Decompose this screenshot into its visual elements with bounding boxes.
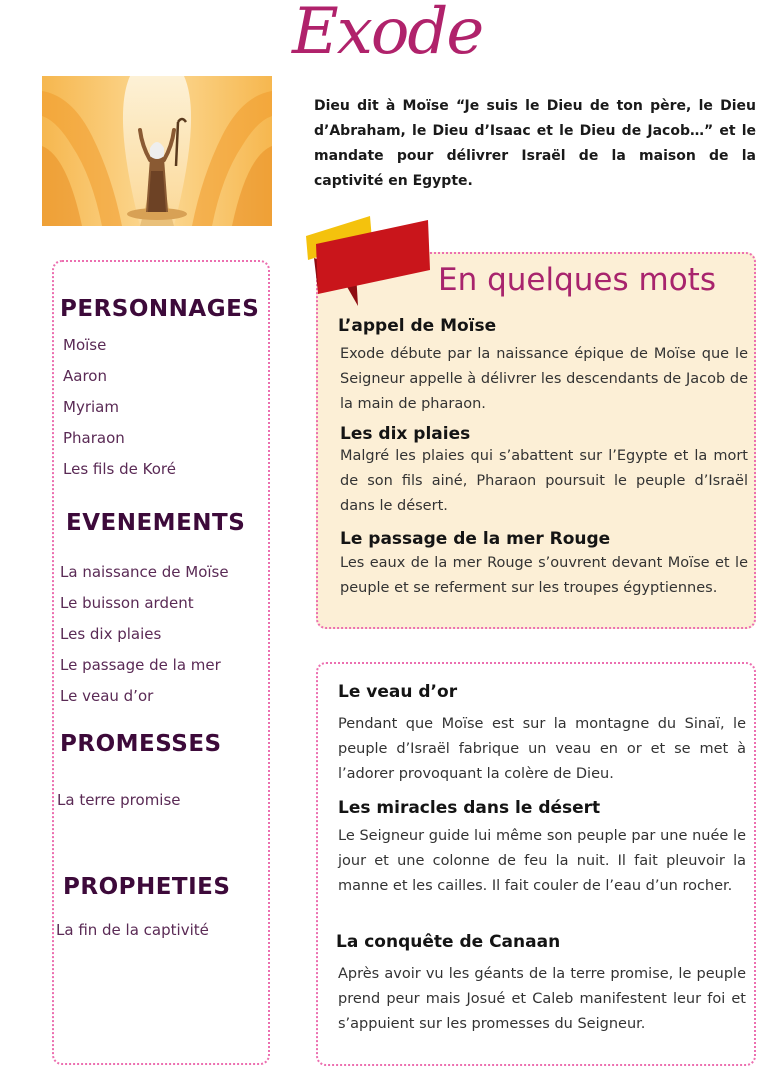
sidebar-item: La naissance de Moïse (60, 563, 229, 581)
section-body: Pendant que Moïse est sur la montagne du Sinaï, le peuple d’Israël fabrique un veau en or et se met à l’adorer provoquant la colère de Dieu. (338, 716, 746, 782)
sidebar-item: Moïse (63, 336, 107, 354)
sidebar-item: Les dix plaies (60, 625, 162, 643)
section-body: Exode débute par la naissance épique de Moïse que le Seigneur appelle à délivrer les descendants de Jacob de la main de pharaon. (340, 346, 748, 412)
section-body: Le Seigneur guide lui même son peuple par une nuée le jour et une colonne de feu la nuit. Il fait pleuvoir la manne et les cailles. Il fait couler de l’eau d’un rocher. (338, 828, 746, 894)
section-title: L’appel de Moïse (338, 316, 497, 336)
details-box (316, 662, 756, 1066)
summary-heading: En quelques mots (438, 262, 716, 298)
sidebar-item: Les fils de Koré (63, 460, 176, 478)
page-title: Exode (292, 0, 483, 69)
section-title: La conquête de Canaan (336, 932, 561, 952)
sidebar-item: Myriam (63, 398, 119, 416)
sidebar-item: Pharaon (63, 429, 125, 447)
section-body: Après avoir vu les géants de la terre promise, le peuple prend peur mais Josué et Caleb manifestent leur foi et s’appuient sur les promesses du Seigneur. (338, 966, 746, 1032)
sidebar-item: La fin de la captivité (56, 921, 209, 939)
sidebar-item: Aaron (63, 367, 107, 385)
intro-paragraph: Dieu dit à Moïse “Je suis le Dieu de ton père, le Dieu d’Abraham, le Dieu d’Isaac et le Dieu de Jacob…” et le mandate pour délivrer Israël de la maison de la captivité en Egypte. (314, 98, 756, 189)
sidebar-item: Le buisson ardent (60, 594, 194, 612)
sidebar-heading-promesses: PROMESSES (60, 731, 222, 757)
sidebar-item: La terre promise (57, 791, 181, 809)
section-body: Malgré les plaies qui s’abattent sur l’Egypte et la mort de son fils ainé, Pharaon poursuit le peuple d’Israël dans le désert. (340, 448, 748, 514)
sidebar-panel (52, 260, 270, 1065)
section-title: Les miracles dans le désert (338, 798, 601, 818)
ribbon-decoration (304, 214, 434, 310)
sidebar-heading-personnages: PERSONNAGES (60, 296, 260, 322)
sidebar-heading-propheties: PROPHETIES (63, 874, 231, 900)
section-body: Les eaux de la mer Rouge s’ouvrent devant Moïse et le peuple et se referment sur les troupes égyptiennes. (340, 555, 748, 596)
section-title: Le veau d’or (338, 682, 458, 702)
moses-parting-sea-illustration (42, 76, 272, 226)
sidebar-item: Le passage de la mer (60, 656, 221, 674)
section-title: Les dix plaies (340, 424, 471, 444)
sidebar-item: Le veau d’or (60, 687, 154, 705)
section-title: Le passage de la mer Rouge (340, 529, 611, 549)
sidebar-heading-evenements: EVENEMENTS (66, 510, 246, 536)
